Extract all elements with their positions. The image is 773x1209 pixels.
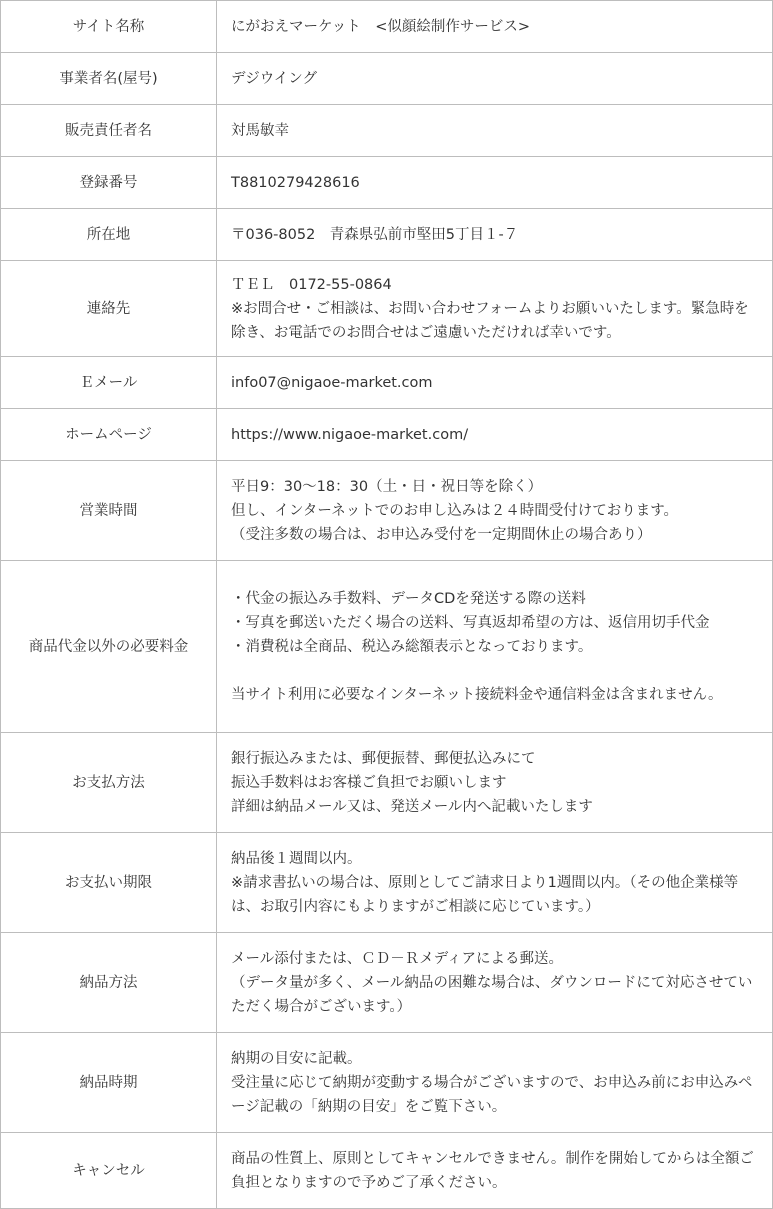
value-business-hours [217,461,773,561]
value-line: ※お問合せ・ご相談は、お問い合わせフォームよりお願いいたします。緊急時を除き、お電話でのお問合せはご遠慮いただければ幸いです。 [231,300,749,341]
row-homepage [1,409,773,461]
homepage-url: https://www.nigaoe-market.com/ [231,426,469,443]
value-line: 納品後１週間以内。 [231,850,362,867]
value-line: 当サイト利用に必要なインターネット接続料金や通信料金は含まれません。 [231,686,723,703]
value-payment-deadline [217,833,773,933]
row-contact [1,261,773,357]
value-line: ＴＥＬ 0172-55-0864 [231,276,392,293]
row-delivery-method [1,933,773,1033]
value-line: 納期の目安に記載。 [231,1050,362,1067]
label-site-name: サイト名称 [1,1,217,53]
value-line: にがおえマーケット <似顔絵制作サービス> [231,18,531,35]
row-extra-fees [1,561,773,733]
value-registration [217,157,773,209]
label-business-name: 事業者名(屋号) [1,53,217,105]
spacer [231,659,760,683]
value-line: （データ量が多く、メール納品の困難な場合は、ダウンロードにて対応させていただく場合がございます。） [231,974,753,1015]
value-address [217,209,773,261]
value-line: T8810279428616 [231,174,360,191]
value-delivery-method [217,933,773,1033]
label-email: Ｅメール [1,357,217,409]
value-email [217,357,773,409]
row-payment-method [1,733,773,833]
row-payment-deadline [1,833,773,933]
value-line: 受注量に応じて納期が変動する場合がございますので、お申込み前にお申込みページ記載の「納期の目安」をご覧下さい。 [231,1074,753,1115]
label-homepage: ホームページ [1,409,217,461]
value-line: 振込手数料はお客様ご負担でお願いします [231,774,507,791]
row-address [1,209,773,261]
value-contact [217,261,773,357]
value-line: ・消費税は全商品、税込み総額表示となっております。 [231,638,593,655]
value-line: 〒036-8052 青森県弘前市堅田5丁目１-７ [231,226,519,243]
label-manager: 販売責任者名 [1,105,217,157]
value-line: 但し、インターネットでのお申し込みは２４時間受付けております。 [231,502,679,519]
value-line: 詳細は納品メール又は、発送メール内へ記載いたします [231,798,593,815]
value-payment-method [217,733,773,833]
value-line: メール添付または、ＣＤ－Ｒメディアによる郵送。 [231,950,564,967]
value-delivery-time [217,1033,773,1133]
label-registration: 登録番号 [1,157,217,209]
value-business-name [217,53,773,105]
label-address: 所在地 [1,209,217,261]
email-text: info07@nigaoe-market.com [231,374,433,391]
row-delivery-time [1,1033,773,1133]
label-business-hours: 営業時間 [1,461,217,561]
value-line: ・写真を郵送いただく場合の送料、写真返却希望の方は、返信用切手代金 [231,614,710,631]
row-cancel [1,1133,773,1209]
label-payment-deadline: お支払い期限 [1,833,217,933]
value-line: 商品の性質上、原則としてキャンセルできません。制作を開始してからは全額ご負担となりますので予めご了承ください。 [231,1150,754,1191]
row-registration [1,157,773,209]
value-line: ※請求書払いの場合は、原則としてご請求日より1週間以内。（その他企業様等は、お取引内容にもよりますがご相談に応じています。） [231,874,739,915]
value-site-name [217,1,773,53]
value-line: 銀行振込みまたは、郵便振替、郵便払込みにて [231,750,536,767]
label-contact: 連絡先 [1,261,217,357]
label-cancel: キャンセル [1,1133,217,1209]
value-line: ・代金の振込み手数料、データCDを発送する際の送料 [231,590,586,607]
value-line: （受注多数の場合は、お申込み受付を一定期間休止の場合あり） [231,526,652,543]
row-business-hours [1,461,773,561]
value-manager [217,105,773,157]
row-site-name [1,1,773,53]
label-delivery-method: 納品方法 [1,933,217,1033]
value-extra-fees [217,561,773,733]
value-line: 平日9：30〜18：30（土・日・祝日等を除く） [231,478,543,495]
label-delivery-time: 納品時期 [1,1033,217,1133]
label-payment-method: お支払方法 [1,733,217,833]
value-homepage [217,409,773,461]
row-business-name [1,53,773,105]
row-email [1,357,773,409]
value-line: 対馬敏幸 [231,122,289,139]
row-manager [1,105,773,157]
label-extra-fees: 商品代金以外の必要料金 [1,561,217,733]
value-line: デジウイング [231,70,317,87]
value-cancel [217,1133,773,1209]
